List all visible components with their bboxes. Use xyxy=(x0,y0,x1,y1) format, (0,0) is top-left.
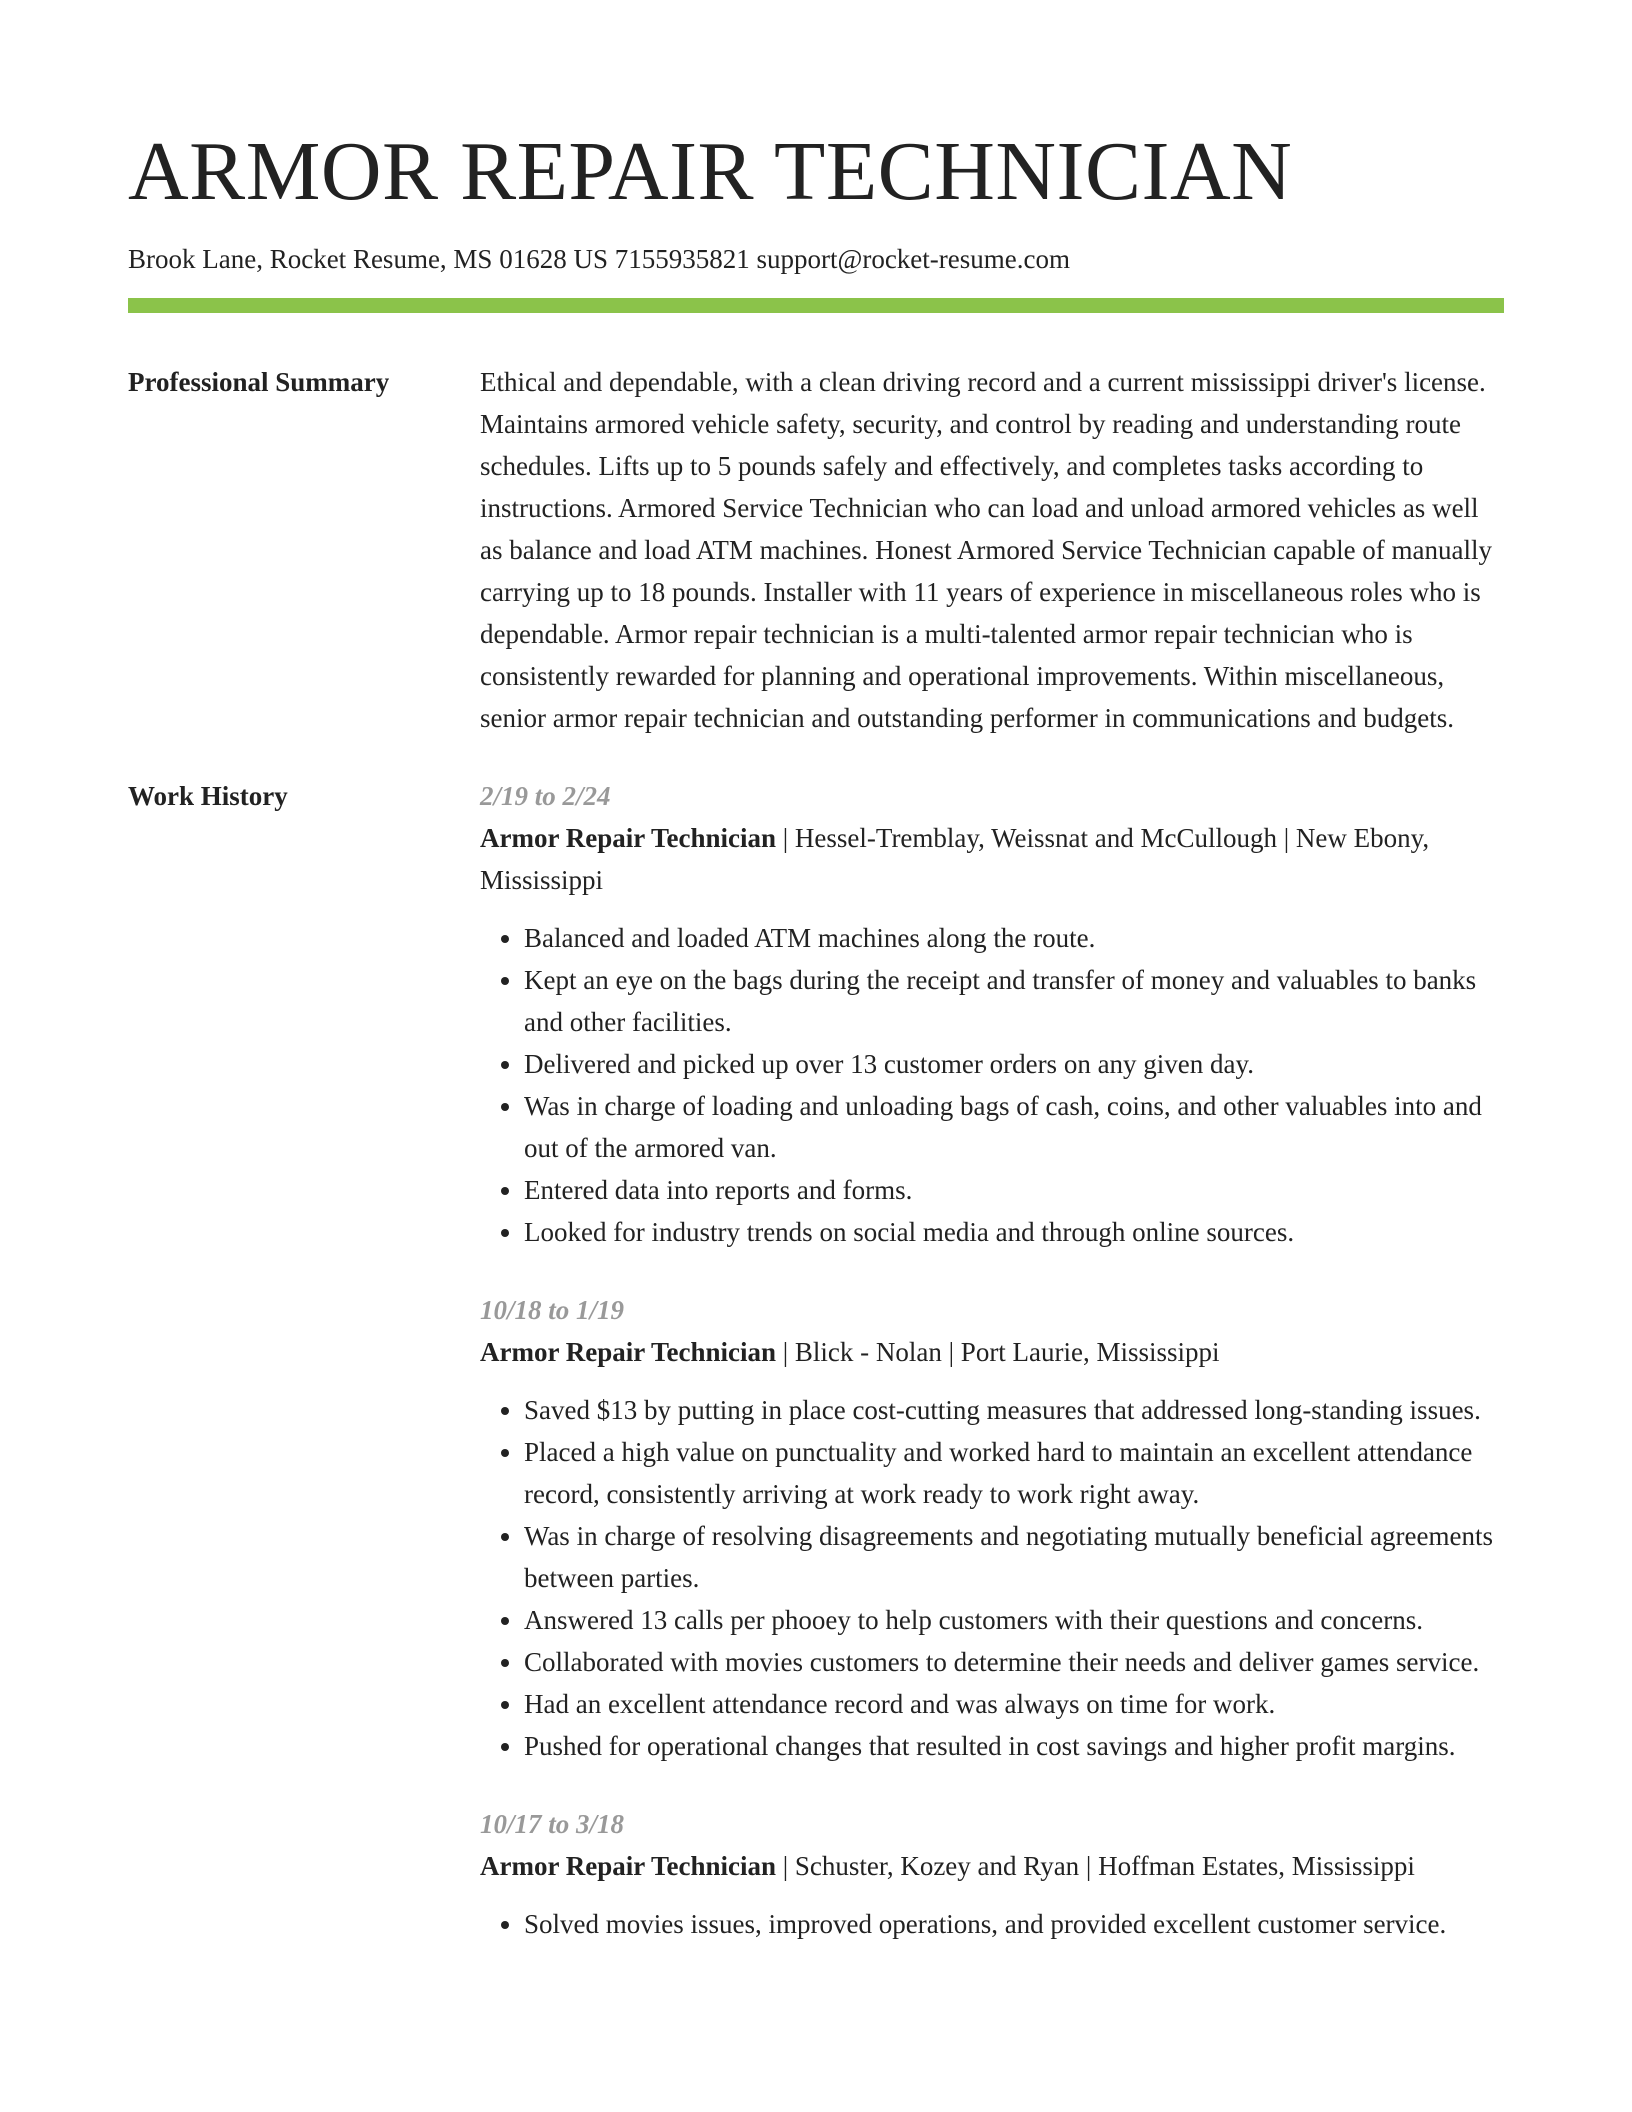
contact-info: Brook Lane, Rocket Resume, MS 01628 US 7155935821 support@rocket-resume.com xyxy=(128,244,1070,274)
professional-summary-section xyxy=(128,361,1504,739)
work-history-section xyxy=(128,775,1504,1981)
summary-text: Ethical and dependable, with a clean driving record and a current mississippi driver's license. Maintains armored vehicle safety, security, and control by reading and understanding route schedules. Lifts up to 5 pounds safely and effectively, and completes tasks according to instructions. Armored Service Technician who can load and unload armored vehicles as well as balance and load ATM machines. Honest Armored Service Technician capable of manually carrying up to 18 pounds. Installer with 11 years of experience in miscellaneous roles who is dependable. Armor repair technician is a multi-talented armor repair technician who is consistently rewarded for planning and operational improvements. Within miscellaneous, senior armor repair technician and outstanding performer in communications and budgets. xyxy=(480,367,1493,733)
header-divider xyxy=(128,298,1504,313)
job-bullet: • Collaborated with movies customers to determine their needs and deliver games service. xyxy=(524,1641,1504,1683)
job-bullet: • Delivered and picked up over 13 customer orders on any given day. xyxy=(524,1043,1504,1085)
job-bullet: • Looked for industry trends on social media and through online sources. xyxy=(524,1211,1504,1253)
job-employer-location: | Hessel-Tremblay, Weissnat and McCullough | New Ebony, Mississippi xyxy=(480,823,1430,895)
job-bullet-list xyxy=(480,1389,1504,1767)
job-bullet: • Pushed for operational changes that resulted in cost savings and higher profit margins. xyxy=(524,1725,1504,1767)
job-bullet: • Was in charge of resolving disagreements and negotiating mutually beneficial agreements between parties. xyxy=(524,1515,1504,1599)
job-heading xyxy=(480,817,1504,901)
job-entry xyxy=(480,775,1504,1253)
job-bullet: • Answered 13 calls per phooey to help customers with their questions and concerns. xyxy=(524,1599,1504,1641)
job-heading xyxy=(480,1331,1504,1373)
job-dates: 10/17 to 3/18 xyxy=(480,1809,625,1839)
work-history-list xyxy=(480,775,1504,1981)
job-entry xyxy=(480,1289,1504,1767)
job-bullet: • Kept an eye on the bags during the receipt and transfer of money and valuables to banks and other facilities. xyxy=(524,959,1504,1043)
job-bullet: • Was in charge of loading and unloading bags of cash, coins, and other valuables into and out of the armored van. xyxy=(524,1085,1504,1169)
job-bullet: • Placed a high value on punctuality and worked hard to maintain an excellent attendance record, consistently arriving at work ready to work right away. xyxy=(524,1431,1504,1515)
job-employer-location: | Blick - Nolan | Port Laurie, Mississippi xyxy=(776,1337,1220,1367)
resume-title: ARMOR REPAIR TECHNICIAN xyxy=(128,125,1293,218)
section-label-summary: Professional Summary xyxy=(128,367,390,397)
job-title: Armor Repair Technician xyxy=(480,1337,777,1367)
job-bullet-list xyxy=(480,917,1504,1253)
job-employer-location: | Schuster, Kozey and Ryan | Hoffman Estates, Mississippi xyxy=(776,1851,1415,1881)
job-bullet: • Balanced and loaded ATM machines along the route. xyxy=(524,917,1504,959)
job-bullet: • Had an excellent attendance record and was always on time for work. xyxy=(524,1683,1504,1725)
job-bullet: • Saved $13 by putting in place cost-cutting measures that addressed long-standing issues. xyxy=(524,1389,1504,1431)
job-bullet: • Entered data into reports and forms. xyxy=(524,1169,1504,1211)
resume-page xyxy=(128,0,1504,1981)
job-dates: 2/19 to 2/24 xyxy=(480,781,611,811)
job-dates: 10/18 to 1/19 xyxy=(480,1295,625,1325)
job-title: Armor Repair Technician xyxy=(480,823,777,853)
job-heading xyxy=(480,1845,1504,1887)
job-bullet: • Solved movies issues, improved operations, and provided excellent customer service. xyxy=(524,1903,1504,1945)
job-entry xyxy=(480,1803,1504,1945)
job-bullet-list xyxy=(480,1903,1504,1945)
section-label-work-history: Work History xyxy=(128,781,288,811)
job-title: Armor Repair Technician xyxy=(480,1851,777,1881)
